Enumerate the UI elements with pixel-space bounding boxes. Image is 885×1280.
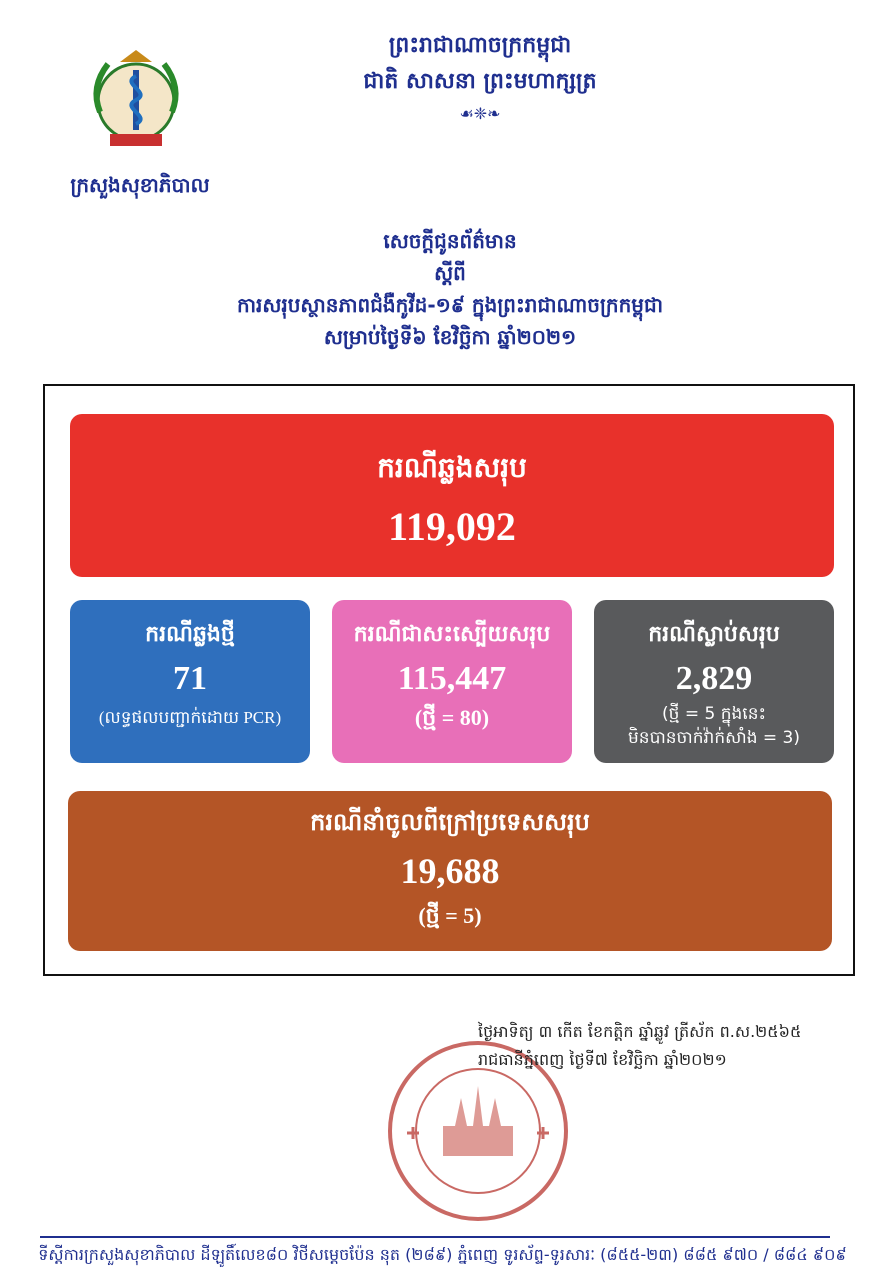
national-motto: ជាតិ សាសនា ព្រះមហាក្សត្រ bbox=[363, 69, 597, 94]
kingdom-title: ព្រះរាជាណាចក្រកម្ពុជា bbox=[388, 33, 572, 58]
new-cases-value: 71 bbox=[173, 660, 207, 697]
title-line-3: ការសរុបស្ថានភាពជំងឺកូវីដ-១៩ ក្នុងព្រះរាជាណាចក្រកម្ពុជា bbox=[236, 293, 664, 317]
lunar-date: ថ្ងៃអាទិត្យ ៣ កើត ខែកត្តិក ឆ្នាំឆ្លូវ ត្រីស័ក ព.ស.២៥៦៥ bbox=[478, 1022, 802, 1041]
gregorian-date: រាជធានីភ្នំពេញ ថ្ងៃទី៧ ខែវិច្ឆិកា ឆ្នាំ២០២១ bbox=[478, 1050, 727, 1069]
new-cases-label: ករណីឆ្លងថ្មី bbox=[145, 622, 235, 647]
imported-new-note: (ថ្មី = 5) bbox=[418, 903, 482, 928]
ornament-divider: ☙❈❧ bbox=[459, 104, 501, 123]
deaths-note-line-2: មិនបានចាក់វ៉ាក់សាំង = 3) bbox=[628, 728, 800, 748]
recovered-value: 115,447 bbox=[397, 660, 507, 697]
title-line-2: ស្តីពី bbox=[434, 261, 466, 285]
header-kingdom-block bbox=[300, 28, 660, 128]
deaths-value: 2,829 bbox=[675, 660, 753, 697]
recovered-card bbox=[332, 600, 572, 763]
date-block bbox=[478, 1018, 858, 1074]
title-line-1: សេចក្តីជូនព័ត៌មាន bbox=[383, 229, 517, 253]
deaths-label: ករណីស្លាប់សរុប bbox=[648, 622, 780, 647]
ministry-logo-icon bbox=[80, 42, 192, 162]
deaths-card bbox=[594, 600, 834, 763]
total-cases-value: 119,092 bbox=[388, 504, 516, 549]
new-cases-note: (លទ្ធផលបញ្ជាក់ដោយ PCR) bbox=[98, 708, 282, 727]
imported-cases-label: ករណីនាំចូលពីក្រៅប្រទេសសរុប bbox=[310, 808, 590, 836]
footer-divider bbox=[40, 1236, 830, 1238]
ministry-name: ក្រសួងសុខាភិបាល bbox=[70, 173, 210, 197]
footer-address: ទីស្តីការក្រសួងសុខាភិបាល ដីឡូតិ៍លេខ៨០ វិថីសម្តេចប៉ែន នុត (២៨៩) ភ្នំពេញ ទូរស័ព្ទ-ទូរសារៈ (៨៥៥-២៣) ៨៨៥ ៩៧០ / ៨៨៤ ៩០៩ bbox=[38, 1245, 847, 1264]
recovered-label: ករណីជាសះស្បើយសរុប bbox=[353, 622, 551, 647]
total-cases-label: ករណីឆ្លងសរុប bbox=[377, 451, 527, 484]
new-cases-card bbox=[70, 600, 310, 763]
imported-cases-value: 19,688 bbox=[400, 851, 500, 891]
press-release-title bbox=[150, 225, 750, 353]
imported-cases-card bbox=[68, 791, 832, 951]
deaths-note-line-1: (ថ្មី = 5 ក្នុងនេះ bbox=[662, 704, 766, 724]
title-line-4: សម្រាប់ថ្ងៃទី៦ ខែវិច្ឆិកា ឆ្នាំ២០២១ bbox=[323, 325, 577, 349]
total-cases-card bbox=[70, 414, 834, 577]
recovered-new-note: (ថ្មី = 80) bbox=[414, 705, 490, 730]
